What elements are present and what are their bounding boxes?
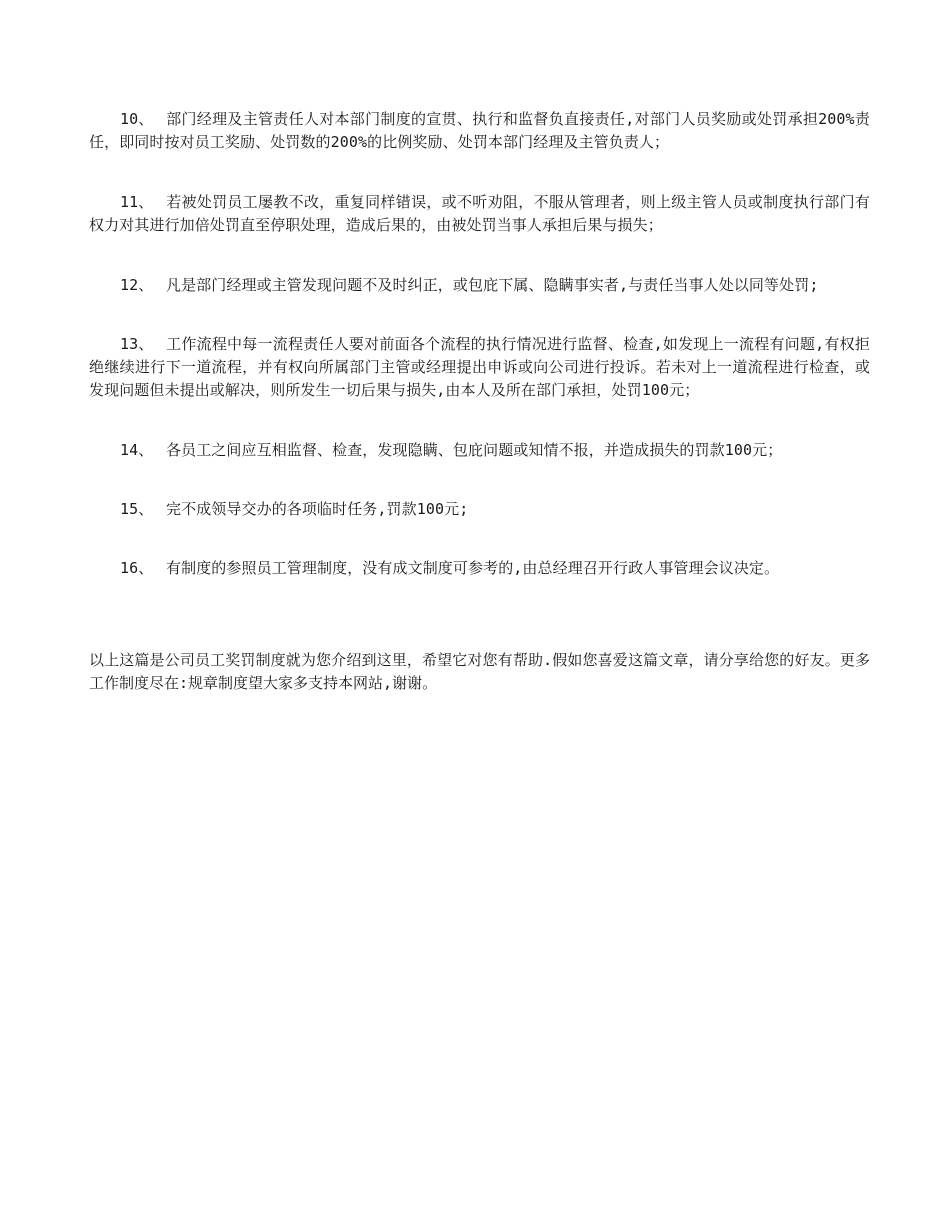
rule-text: 工作流程中每一流程责任人要对前面各个流程的执行情况进行监督、检查,如发现上一流程有问题,有权拒绝继续进行下一道流程，并有权向所属部门主管或经理提出申诉或向公司进行投诉。若未对上一道流程进行检查，或发现问题但未提出或解决，则所发生一切后果与损失,由本人及所在部门承担，处罚100元；: [89, 335, 870, 399]
rule-number: 14、: [120, 441, 154, 459]
rule-item-11: [89, 191, 870, 237]
rule-item-10: [89, 108, 870, 154]
rule-number: 15、: [120, 500, 154, 518]
rule-item-16: [89, 557, 870, 580]
rule-text: 有制度的参照员工管理制度，没有成文制度可参考的,由总经理召开行政人事管理会议决定。: [166, 559, 780, 577]
rule-number: 16、: [120, 559, 154, 577]
rule-text: 完不成领导交办的各项临时任务,罚款100元;: [166, 500, 469, 518]
rule-text: 凡是部门经理或主管发现问题不及时纠正，或包庇下属、隐瞒事实者,与责任当事人处以同等处罚;: [166, 276, 819, 294]
rule-text: 各员工之间应互相监督、检查，发现隐瞒、包庇问题或知情不报，并造成损失的罚款100元；: [166, 441, 783, 459]
rule-item-13: [89, 333, 870, 402]
rule-number: 10、: [120, 110, 154, 128]
rule-item-12: [89, 274, 870, 297]
rule-text: 若被处罚员工屡教不改，重复同样错误，或不听劝阻，不服从管理者，则上级主管人员或制度执行部门有权力对其进行加倍处罚直至停职处理，造成后果的，由被处罚当事人承担后果与损失；: [89, 193, 870, 234]
closing-paragraph: 以上这篇是公司员工奖罚制度就为您介绍到这里，希望它对您有帮助.假如您喜爱这篇文章，请分享给您的好友。更多工作制度尽在:规章制度望大家多支持本网站,谢谢。: [89, 651, 870, 692]
rule-number: 13、: [120, 335, 154, 353]
rule-number: 12、: [120, 276, 154, 294]
rule-item-14: [89, 439, 870, 462]
rule-number: 11、: [120, 193, 154, 211]
rule-text: 部门经理及主管责任人对本部门制度的宣贯、执行和监督负直接责任,对部门人员奖励或处罚承担200%责任，即同时按对员工奖励、处罚数的200%的比例奖励、处罚本部门经理及主管负责人；: [89, 110, 870, 151]
rule-item-15: [89, 498, 870, 521]
